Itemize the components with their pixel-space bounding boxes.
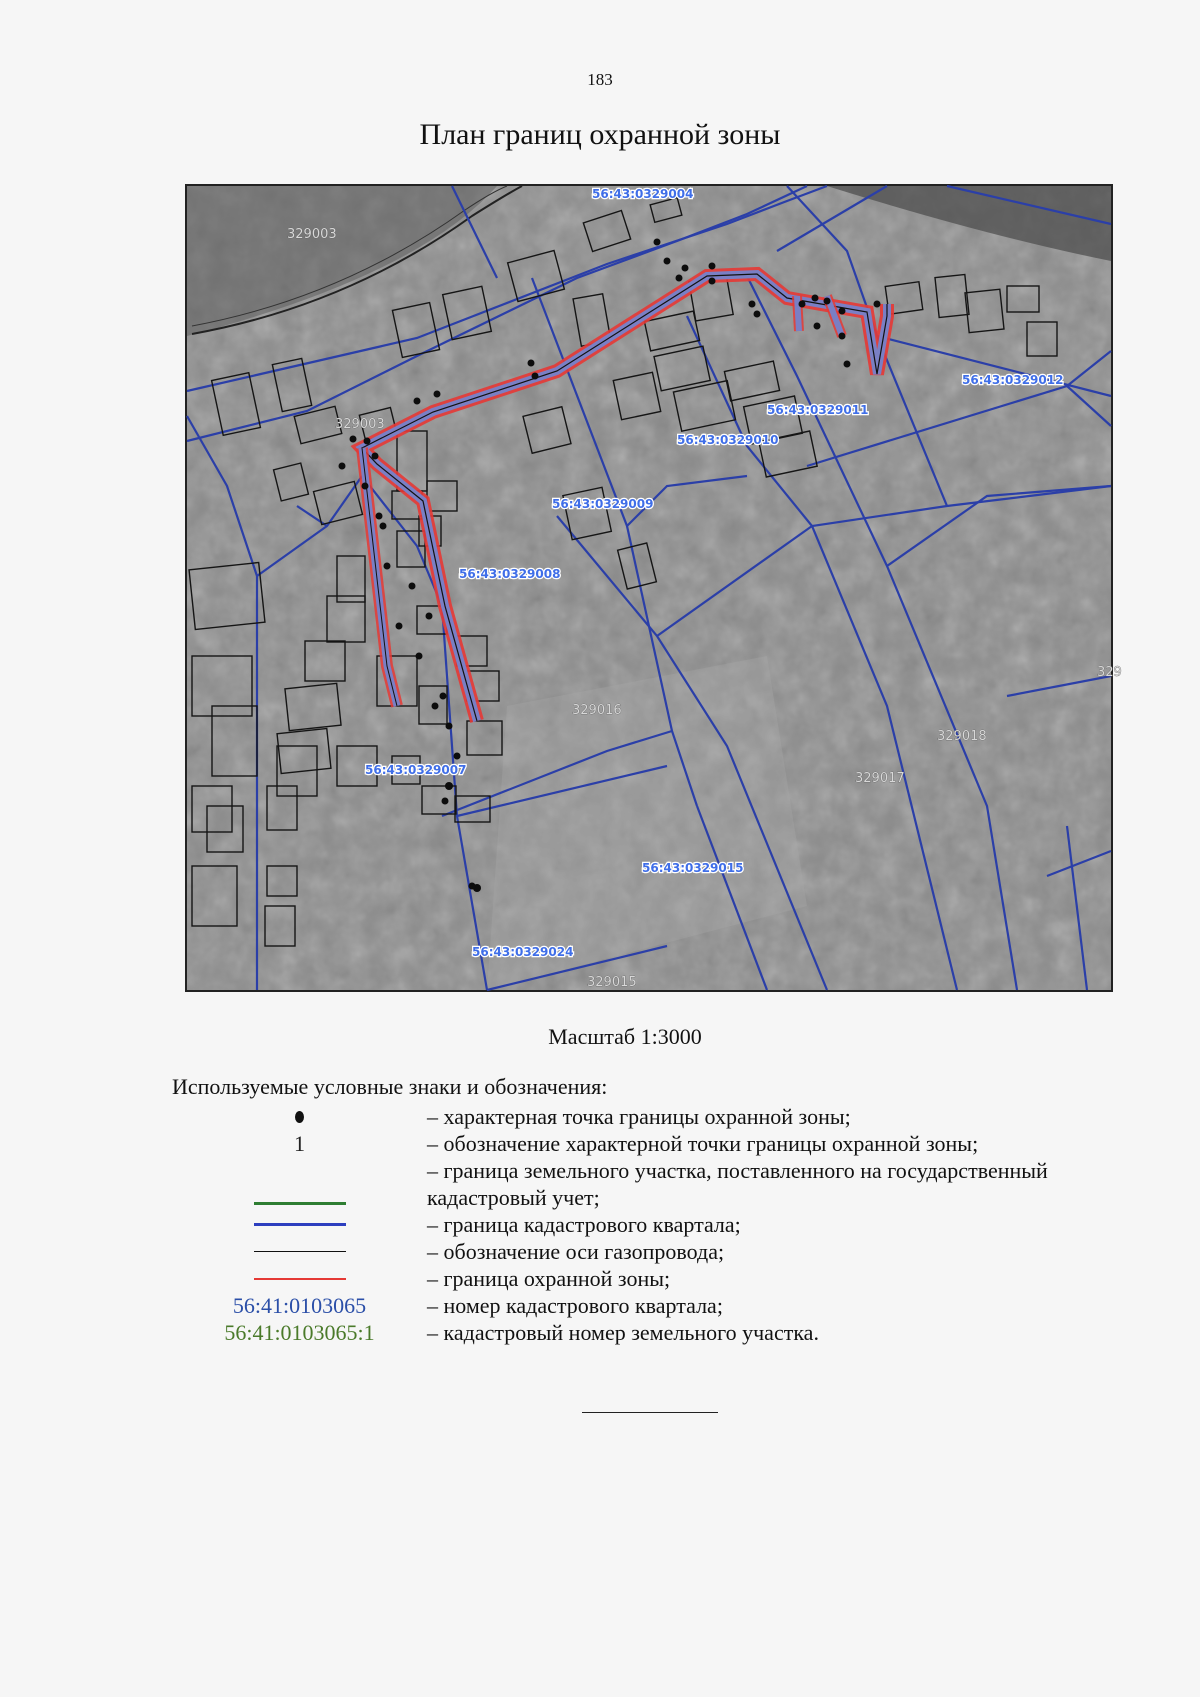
quarter-label: 56:43:0329008 (459, 567, 561, 581)
quarter-label: 56:43:0329012 (962, 373, 1064, 387)
text-symbol: 56:41:0103065:1 (224, 1320, 375, 1345)
characteristic-point (426, 613, 433, 620)
characteristic-point (799, 301, 806, 308)
line-symbol-icon (254, 1278, 346, 1280)
quarter-label: 56:43:0329010 (677, 433, 779, 447)
characteristic-point (409, 583, 416, 590)
legend-item (172, 1292, 1132, 1319)
legend-description: – обозначение оси газопровода; (427, 1239, 725, 1264)
characteristic-point (664, 258, 671, 265)
legend-symbol (172, 1319, 427, 1346)
characteristic-point (814, 323, 821, 330)
characteristic-point (372, 453, 379, 460)
legend-item (172, 1157, 1132, 1211)
characteristic-point (812, 295, 819, 302)
protection-zone-interior (797, 296, 799, 331)
characteristic-point (339, 463, 346, 470)
characteristic-point (874, 301, 881, 308)
page-title: План границ охранной зоны (419, 118, 781, 151)
faded-quarter-label: 329015 (587, 975, 637, 990)
legend-item (172, 1265, 1132, 1292)
characteristic-point (432, 703, 439, 710)
characteristic-point (709, 263, 716, 270)
faded-quarter-label: 329003 (287, 227, 337, 242)
line-symbol-icon (254, 1202, 346, 1205)
characteristic-point (469, 883, 476, 890)
legend-symbol (172, 1157, 427, 1211)
quarter-label: 56:43:0329009 (552, 497, 654, 511)
line-symbol-icon (254, 1251, 346, 1252)
characteristic-point (844, 361, 851, 368)
characteristic-point (445, 782, 453, 790)
characteristic-point (676, 275, 683, 282)
page-number: 183 (587, 70, 613, 89)
characteristic-point (839, 333, 846, 340)
legend-description: – граница кадастрового квартала; (427, 1212, 741, 1237)
characteristic-point (434, 391, 441, 398)
characteristic-point (754, 311, 761, 318)
legend-symbol (172, 1238, 427, 1265)
map-frame[interactable] (185, 184, 1122, 992)
map-canvas[interactable] (187, 186, 1122, 990)
text-symbol: 1 (294, 1131, 305, 1156)
characteristic-point (396, 623, 403, 630)
quarter-label: 56:43:0329024 (472, 945, 574, 959)
characteristic-point (364, 438, 371, 445)
characteristic-point (839, 308, 846, 315)
legend-symbol (172, 1265, 427, 1292)
legend-description: – граница земельного участка, поставленного на государственный кадастровый учет; (427, 1158, 1048, 1210)
legend-item (172, 1103, 1132, 1130)
characteristic-point (709, 278, 716, 285)
faded-quarter-label: 329018 (937, 729, 987, 744)
legend-item (172, 1319, 1132, 1346)
point-symbol-icon (295, 1111, 304, 1123)
legend-symbol (172, 1130, 427, 1157)
legend-item (172, 1130, 1132, 1157)
characteristic-point (528, 360, 535, 367)
legend (172, 1103, 1132, 1346)
line-symbol-icon (254, 1223, 346, 1226)
quarter-label: 56:43:0329011 (767, 403, 869, 417)
legend-symbol (172, 1292, 427, 1319)
characteristic-point (350, 436, 357, 443)
legend-symbol (172, 1211, 427, 1238)
quarter-label: 56:43:0329004 (592, 187, 694, 201)
faded-quarter-label: 329 (1097, 665, 1122, 680)
characteristic-point (454, 753, 461, 760)
legend-description: – характерная точка границы охранной зоны; (427, 1104, 851, 1129)
quarter-label: 56:43:0329007 (365, 763, 467, 777)
legend-item (172, 1238, 1132, 1265)
legend-description: – номер кадастрового квартала; (427, 1293, 723, 1318)
text-symbol: 56:41:0103065 (232, 1293, 367, 1318)
characteristic-point (749, 301, 756, 308)
legend-heading: Используемые условные знаки и обозначения: (172, 1074, 608, 1099)
characteristic-point (384, 563, 391, 570)
characteristic-point (446, 723, 453, 730)
characteristic-point (416, 653, 423, 660)
faded-quarter-label: 329003 (335, 417, 385, 432)
characteristic-point (824, 298, 831, 305)
characteristic-point (380, 523, 387, 530)
quarter-label: 56:43:0329015 (642, 861, 744, 875)
characteristic-point (414, 398, 421, 405)
faded-quarter-label: 329017 (855, 771, 905, 786)
characteristic-point (440, 693, 447, 700)
legend-description: – граница охранной зоны; (427, 1266, 671, 1291)
characteristic-point (442, 798, 449, 805)
scale-line: Масштаб 1:3000 (548, 1024, 702, 1049)
legend-symbol (172, 1103, 427, 1130)
faded-quarter-label: 329016 (572, 703, 622, 718)
characteristic-point (376, 513, 383, 520)
end-rule (582, 1412, 718, 1413)
characteristic-point (532, 373, 539, 380)
legend-item (172, 1211, 1132, 1238)
legend-description: – обозначение характерной точки границы охранной зоны; (427, 1131, 979, 1156)
legend-description: – кадастровый номер земельного участка. (427, 1320, 819, 1345)
characteristic-point (682, 265, 689, 272)
characteristic-point (654, 239, 661, 246)
characteristic-point (362, 483, 369, 490)
